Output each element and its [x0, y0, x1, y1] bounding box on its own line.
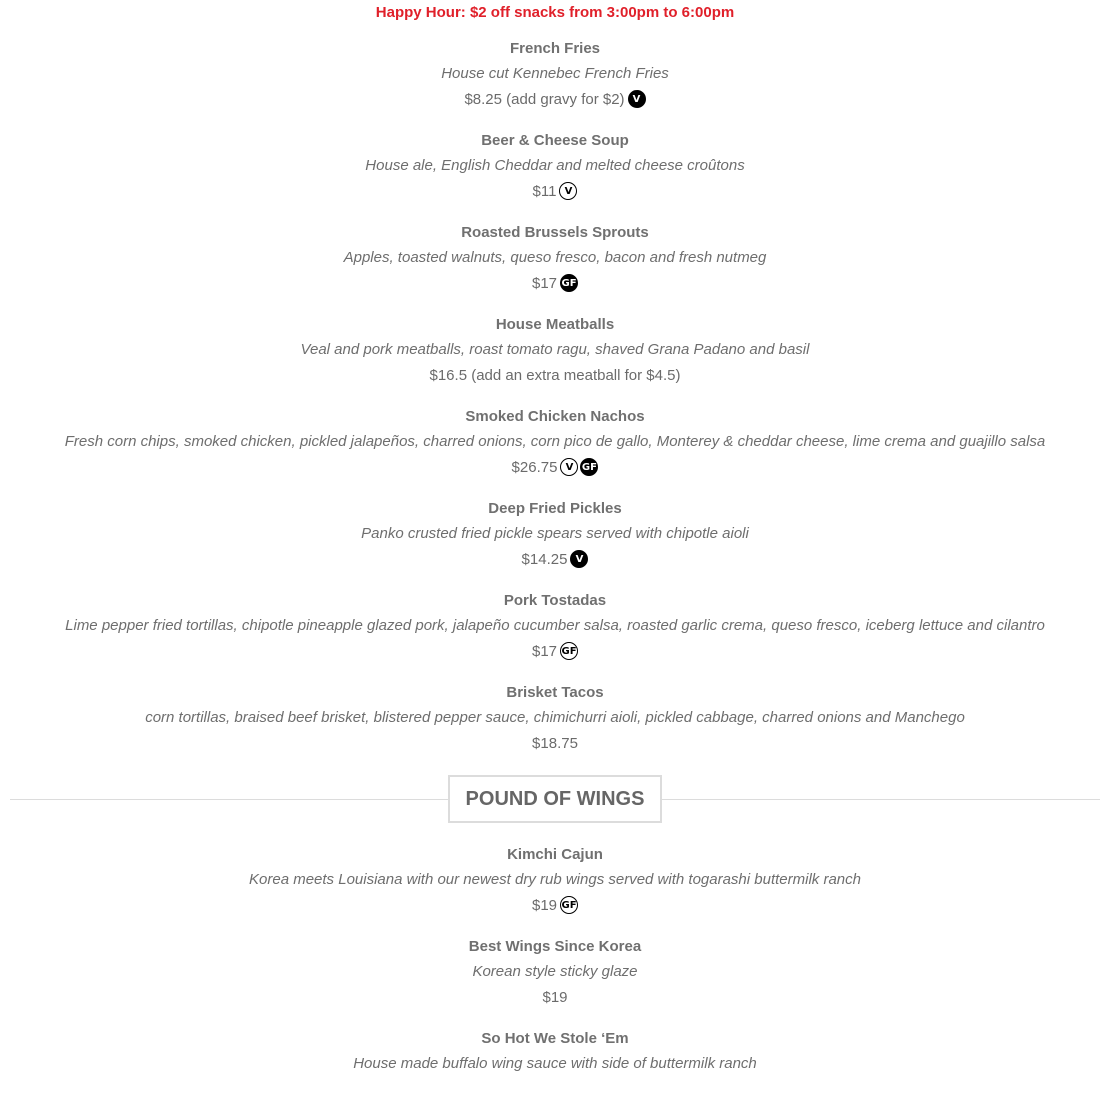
menu-item: [10, 935, 1100, 1011]
item-description: Fresh corn chips, smoked chicken, pickled jalapeños, charred onions, corn pico de gallo, Monterey & cheddar cheese, lime crema and guajillo salsa: [64, 433, 1046, 450]
item-description: House ale, English Cheddar and melted cheese croûtons: [365, 157, 745, 174]
item-description: corn tortillas, braised beef brisket, blistered pepper sauce, chimichurri aioli, pickled cabbage, charred onions and Manchego: [145, 709, 965, 726]
item-price: $26.75: [511, 459, 558, 476]
item-price-line: [10, 271, 1100, 297]
gluten-free-badge-icon: GF: [560, 274, 578, 292]
item-price-line: [10, 639, 1100, 665]
vegetarian-badge-icon: V: [559, 182, 577, 200]
item-price-line: [10, 985, 1100, 1011]
section-title-wings: POUND OF WINGS: [448, 775, 663, 823]
menu-item: [10, 1027, 1100, 1077]
item-price-line: [10, 547, 1100, 573]
wings-list: [10, 843, 1100, 1077]
menu-item: [10, 221, 1100, 297]
item-price: $17: [531, 643, 558, 660]
menu-item: [10, 129, 1100, 205]
item-price: $14.25: [521, 551, 568, 568]
item-price: $8.25 (add gravy for $2): [464, 91, 625, 108]
item-name: Best Wings Since Korea: [468, 938, 642, 955]
item-price: $18.75: [532, 735, 578, 752]
item-description: House cut Kennebec French Fries: [441, 65, 669, 82]
item-name: Roasted Brussels Sprouts: [461, 224, 649, 241]
section-divider: [10, 775, 1100, 823]
item-description: Panko crusted fried pickle spears served with chipotle aioli: [361, 525, 749, 542]
item-price: $16.5 (add an extra meatball for $4.5): [429, 367, 681, 384]
item-price: $11: [532, 183, 557, 200]
item-price: $17: [531, 275, 558, 292]
gluten-free-badge-icon: GF: [580, 458, 598, 476]
menu-item: [10, 681, 1100, 757]
menu-item: [10, 405, 1100, 481]
item-name: Pork Tostadas: [503, 592, 607, 609]
item-price-line: [10, 363, 1100, 389]
menu-item: [10, 843, 1100, 919]
item-price: $19: [542, 989, 568, 1006]
item-name: Smoked Chicken Nachos: [465, 408, 645, 425]
item-name: Kimchi Cajun: [507, 846, 603, 863]
item-name: Deep Fried Pickles: [488, 500, 622, 517]
item-price-line: [10, 455, 1100, 481]
item-price-line: [10, 87, 1100, 113]
item-description: Korea meets Louisiana with our newest dry rub wings served with togarashi buttermilk ranch: [249, 871, 861, 888]
item-name: Beer & Cheese Soup: [481, 132, 629, 149]
item-price-line: [10, 179, 1100, 205]
menu-item: [10, 497, 1100, 573]
item-name: So Hot We Stole ‘Em: [481, 1030, 629, 1047]
gluten-free-badge-icon: GF: [560, 896, 578, 914]
item-name: French Fries: [509, 40, 601, 57]
menu-item: [10, 589, 1100, 665]
item-name: House Meatballs: [495, 316, 615, 333]
gluten-free-badge-icon: GF: [560, 642, 578, 660]
item-name: Brisket Tacos: [506, 684, 604, 701]
item-description: Lime pepper fried tortillas, chipotle pineapple glazed pork, jalapeño cucumber salsa, roasted garlic crema, queso fresco, iceberg lettuce and cilantro: [65, 617, 1045, 634]
item-description: House made buffalo wing sauce with side of buttermilk ranch: [353, 1055, 757, 1072]
item-description: Veal and pork meatballs, roast tomato ragu, shaved Grana Padano and basil: [300, 341, 810, 358]
menu-item: [10, 313, 1100, 389]
item-description: Korean style sticky glaze: [472, 963, 638, 980]
item-price-line: [10, 893, 1100, 919]
vegetarian-badge-icon: V: [560, 458, 578, 476]
item-price: $19: [531, 897, 558, 914]
vegetarian-badge-icon: V: [570, 550, 588, 568]
item-price-line: [10, 731, 1100, 757]
snack-list: [10, 37, 1100, 757]
menu-item: [10, 37, 1100, 113]
menu-page: [10, 0, 1100, 1077]
item-description: Apples, toasted walnuts, queso fresco, bacon and fresh nutmeg: [343, 249, 767, 266]
vegetarian-badge-icon: V: [628, 90, 646, 108]
happy-hour-banner: Happy Hour: $2 off snacks from 3:00pm to 6:00pm: [375, 4, 735, 21]
